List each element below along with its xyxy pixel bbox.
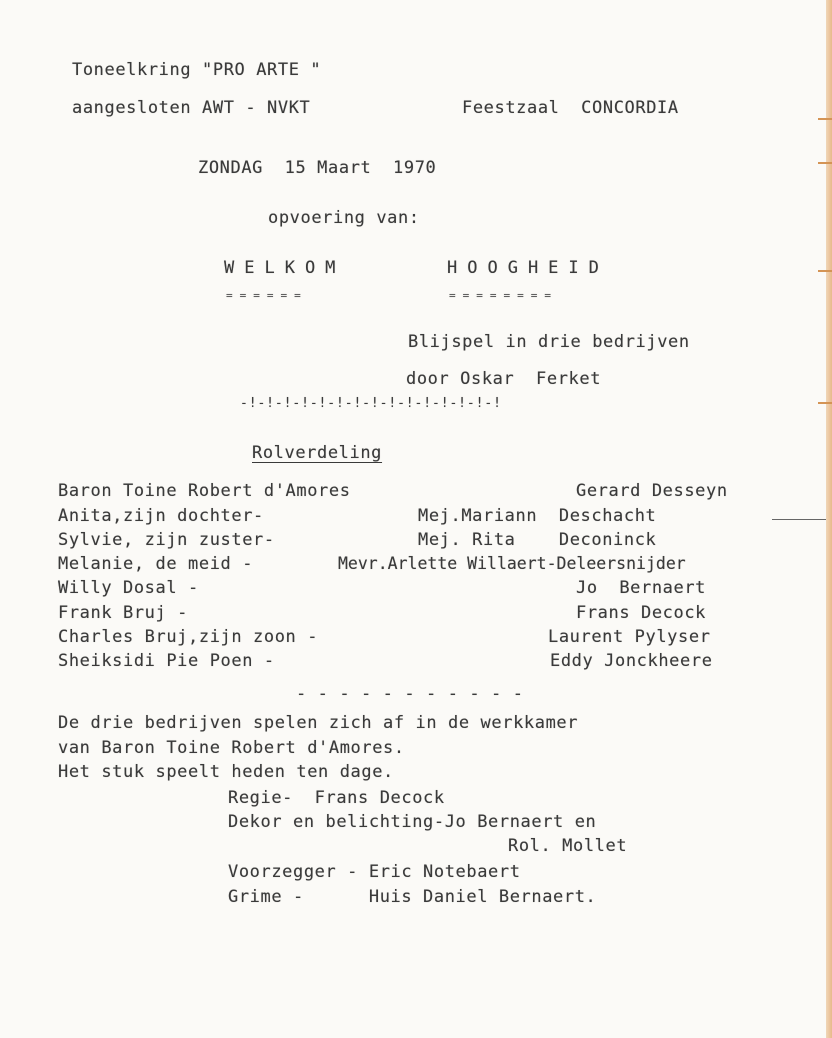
cast-actor: Gerard Desseyn [576, 481, 728, 501]
performance-date: ZONDAG 15 Maart 1970 [198, 158, 437, 178]
play-title-word-1: WELKOM [224, 258, 346, 278]
cast-actor: Laurent Pylyser [548, 627, 711, 647]
cast-role: Willy Dosal - [58, 578, 199, 598]
edge-mark [818, 118, 832, 120]
cast-role: Anita,zijn dochter- [58, 506, 264, 526]
cast-actor: Eddy Jonckheere [550, 651, 713, 671]
cast-actor: Mevr.Arlette Willaert-Deleersnijder [338, 554, 686, 573]
margin-pen-stroke [772, 519, 826, 520]
cast-actor: Jo Bernaert [576, 578, 707, 598]
credit-dekor: Dekor en belichting-Jo Bernaert en [228, 812, 597, 832]
credit-grime: Grime - Huis Daniel Bernaert. [228, 887, 597, 907]
edge-mark [818, 270, 832, 272]
cast-role: Sheiksidi Pie Poen - [58, 651, 275, 671]
cast-role: Sylvie, zijn zuster- [58, 530, 275, 550]
setting-note-line: Het stuk speelt heden ten dage. [58, 762, 394, 782]
club-name: Toneelkring "PRO ARTE " [72, 60, 322, 80]
venue: Feestzaal CONCORDIA [462, 98, 679, 118]
cast-role: Melanie, de meid - [58, 554, 254, 574]
affiliation: aangesloten AWT - NVKT [72, 98, 311, 118]
edge-mark [818, 402, 832, 404]
intro-line: opvoering van: [268, 208, 420, 228]
cast-actor: Mej. Rita Deconinck [418, 530, 657, 550]
dash-separator: - - - - - - - - - - - [296, 684, 524, 704]
title-underline-2: ======== [449, 289, 558, 302]
play-author: door Oskar Ferket [406, 369, 602, 389]
cast-role: Charles Bruj,zijn zoon - [58, 627, 319, 647]
setting-note-line: De drie bedrijven spelen zich af in de werkkamer [58, 713, 579, 733]
credit-dekor-continued: Rol. Mollet [508, 836, 628, 856]
cast-heading: Rolverdeling [252, 443, 383, 463]
setting-note-line: van Baron Toine Robert d'Amores. [58, 738, 405, 758]
page-edge-strip [826, 0, 832, 1038]
credit-voorzegger: Voorzegger - Eric Notebaert [228, 862, 521, 882]
play-title-word-2: HOOGHEID [447, 258, 609, 278]
title-underline-1: ====== [226, 289, 308, 302]
separator-line: -!-!-!-!-!-!-!-!-!-!-!-!-!-!-! [240, 396, 502, 411]
cast-actor: Mej.Mariann Deschacht [418, 506, 657, 526]
play-subtitle: Blijspel in drie bedrijven [408, 332, 690, 352]
cast-role: Frank Bruj - [58, 603, 189, 623]
credit-regie: Regie- Frans Decock [228, 788, 445, 808]
edge-mark [818, 162, 832, 164]
cast-role: Baron Toine Robert d'Amores [58, 481, 351, 501]
cast-actor: Frans Decock [576, 603, 707, 623]
